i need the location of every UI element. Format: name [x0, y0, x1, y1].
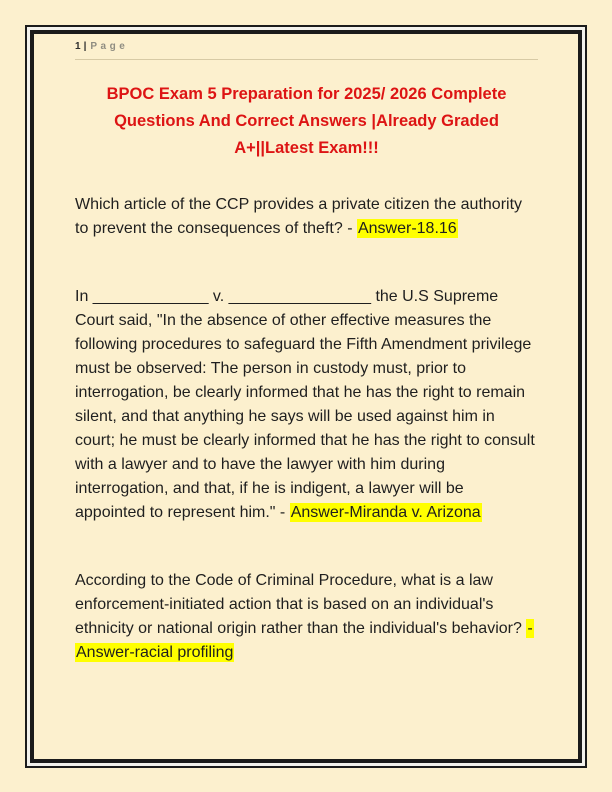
questions-list: [75, 193, 538, 665]
question-block: [75, 193, 538, 241]
question-text: Which article of the CCP provides a private citizen the authority to prevent the consequences of theft? -: [75, 196, 523, 237]
document-title-line: Questions And Correct Answers |Already Graded: [114, 112, 499, 130]
page-number: 1: [75, 41, 81, 52]
question-block: [75, 569, 538, 665]
question-text: According to the Code of Criminal Procedure, what is a law enforcement-initiated action that is based on an individual's ethnicity or national origin rather than the individual's behavior?: [75, 572, 527, 637]
document-title-line: A+||Latest Exam!!!: [234, 139, 379, 157]
question-text: In _____________ v. ________________ the U.S Supreme Court said, "In the absence of other effective measures the following procedures to safeguard the Fifth Amendment privilege must be observed: The person in custody must, prior to interrogation, be clearly informed that he has the right to remain silent, and that anything he says will be used against him in court; he must be clearly informed that he has the right to consult with a lawyer and to have the lawyer with him during interrogation, and that, if he is indigent, a lawyer will be appointed to represent him." -: [75, 288, 535, 521]
page-header: [75, 41, 538, 60]
document-title-line: BPOC Exam 5 Preparation for 2025/ 2026 Complete: [106, 85, 507, 103]
page-number-separator: |: [83, 41, 87, 52]
page-border-inner: [30, 30, 582, 763]
page-content: [34, 34, 578, 759]
answer-highlight: Answer-Miranda v. Arizona: [290, 504, 481, 521]
answer-highlight: - Answer-racial profiling: [76, 620, 533, 661]
page-label: Page: [90, 41, 129, 52]
question-block: [75, 285, 538, 525]
document-title: [75, 81, 538, 162]
answer-highlight: Answer-18.16: [357, 220, 457, 237]
page-border-frame: [25, 25, 587, 768]
